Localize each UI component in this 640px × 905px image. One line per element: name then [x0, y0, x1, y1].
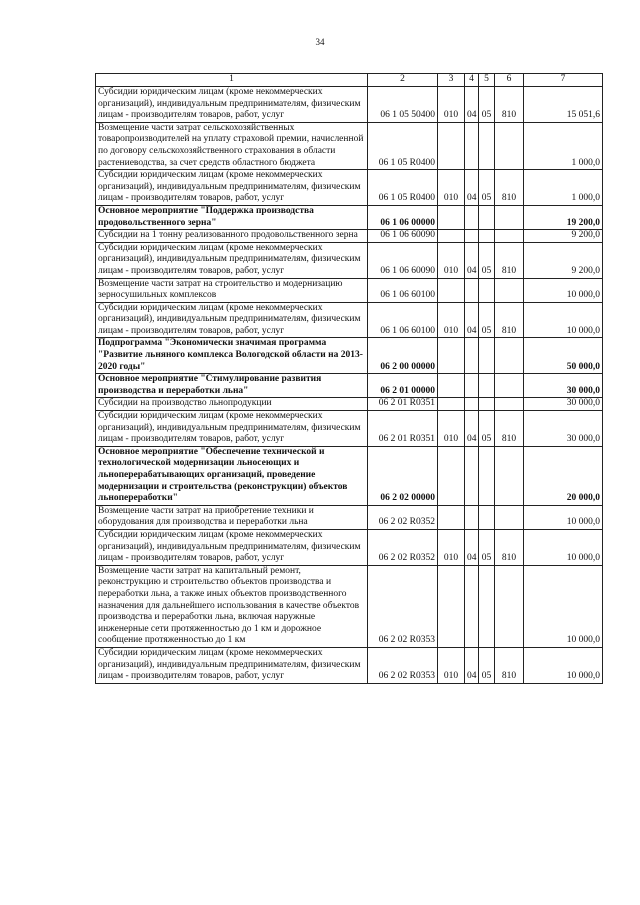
- row-col5-cell: 05: [479, 242, 495, 278]
- header-cell: 3: [438, 74, 465, 87]
- row-col3-cell: [438, 338, 465, 374]
- table-row: [96, 278, 603, 302]
- row-amount-cell: 10 000,0: [524, 647, 603, 683]
- row-amount-cell: 10 000,0: [524, 278, 603, 302]
- row-col5-cell: [479, 338, 495, 374]
- table-row: [96, 446, 603, 505]
- page-number: 34: [315, 37, 325, 47]
- table-row: [96, 565, 603, 647]
- row-col5-cell: 05: [479, 302, 495, 338]
- row-col4-cell: [465, 505, 479, 529]
- row-col3-cell: 010: [438, 647, 465, 683]
- row-col5-cell: 05: [479, 87, 495, 123]
- table-row: [96, 302, 603, 338]
- row-col5-cell: [479, 205, 495, 229]
- row-col6-cell: [495, 565, 524, 647]
- table-row: [96, 647, 603, 683]
- table-row: [96, 242, 603, 278]
- row-col4-cell: 04: [465, 647, 479, 683]
- row-code-cell: 06 2 02 00000: [368, 446, 438, 505]
- header-cell: 1: [96, 74, 368, 87]
- row-col6-cell: 810: [495, 647, 524, 683]
- row-col4-cell: 04: [465, 87, 479, 123]
- row-col4-cell: [465, 374, 479, 398]
- row-col4-cell: 04: [465, 242, 479, 278]
- row-name-cell: Субсидии юридическим лицам (кроме некоммерческих организаций), индивидуальным предпринимателям, физическим лицам - производителям товаров, работ, услуг: [96, 647, 368, 683]
- row-code-cell: 06 2 02 R0352: [368, 529, 438, 565]
- row-amount-cell: 30 000,0: [524, 411, 603, 447]
- row-col3-cell: [438, 122, 465, 169]
- row-amount-cell: 9 200,0: [524, 242, 603, 278]
- row-col6-cell: [495, 446, 524, 505]
- table-header-row: [96, 74, 603, 87]
- row-code-cell: 06 1 05 R0400: [368, 170, 438, 206]
- row-code-cell: 06 2 01 R0351: [368, 411, 438, 447]
- row-col6-cell: [495, 278, 524, 302]
- row-code-cell: 06 1 06 60100: [368, 278, 438, 302]
- table-row: [96, 122, 603, 169]
- row-code-cell: 06 2 00 00000: [368, 338, 438, 374]
- row-col5-cell: [479, 374, 495, 398]
- row-col5-cell: 05: [479, 529, 495, 565]
- table-row: [96, 529, 603, 565]
- row-col6-cell: 810: [495, 170, 524, 206]
- row-name-cell: Основное мероприятие "Обеспечение технической и технологической модернизации льносеющих и льноперерабатывающих организаций, проведение модернизации и строительства (реконструкции) объектов льнопереработки": [96, 446, 368, 505]
- row-col3-cell: [438, 374, 465, 398]
- row-name-cell: Возмещение части затрат на капитальный ремонт, реконструкцию и строительство объектов производства и переработки льна, а также иных объектов производственного назначения для дальнейшего использования в качестве объектов производства и переработки льна, включая наружные инженерные сети протяженностью до 1 км и дорожное сообщение протяженностью до 1 км: [96, 565, 368, 647]
- row-code-cell: 06 2 02 R0353: [368, 565, 438, 647]
- header-cell: 4: [465, 74, 479, 87]
- row-col5-cell: [479, 398, 495, 411]
- row-col6-cell: 810: [495, 242, 524, 278]
- table-row: [96, 411, 603, 447]
- row-col5-cell: 05: [479, 170, 495, 206]
- row-code-cell: 06 1 06 60090: [368, 242, 438, 278]
- row-name-cell: Субсидии юридическим лицам (кроме некоммерческих организаций), индивидуальным предпринимателям, физическим лицам - производителям товаров, работ, услуг: [96, 87, 368, 123]
- row-col3-cell: [438, 565, 465, 647]
- row-col4-cell: [465, 230, 479, 243]
- row-col4-cell: [465, 398, 479, 411]
- row-name-cell: Субсидии на 1 тонну реализованного продовольственного зерна: [96, 230, 368, 243]
- row-col6-cell: [495, 338, 524, 374]
- row-code-cell: 06 2 02 R0352: [368, 505, 438, 529]
- row-col6-cell: [495, 205, 524, 229]
- row-name-cell: Основное мероприятие "Стимулирование развития производства и переработки льна": [96, 374, 368, 398]
- row-amount-cell: 30 000,0: [524, 374, 603, 398]
- table-row: [96, 505, 603, 529]
- row-name-cell: Подпрограмма "Экономически значимая программа "Развитие льняного комплекса Вологодской области на 2013-2020 годы": [96, 338, 368, 374]
- row-col5-cell: [479, 565, 495, 647]
- row-col3-cell: [438, 505, 465, 529]
- row-col4-cell: 04: [465, 411, 479, 447]
- row-col3-cell: [438, 230, 465, 243]
- row-col4-cell: [465, 338, 479, 374]
- row-col3-cell: 010: [438, 529, 465, 565]
- row-name-cell: Субсидии юридическим лицам (кроме некоммерческих организаций), индивидуальным предпринимателям, физическим лицам - производителям товаров, работ, услуг: [96, 242, 368, 278]
- row-col6-cell: 810: [495, 87, 524, 123]
- row-col3-cell: 010: [438, 87, 465, 123]
- row-code-cell: 06 2 02 R0353: [368, 647, 438, 683]
- row-col4-cell: [465, 565, 479, 647]
- row-col6-cell: [495, 505, 524, 529]
- row-col3-cell: 010: [438, 411, 465, 447]
- row-code-cell: 06 1 05 R0400: [368, 122, 438, 169]
- table-row: [96, 170, 603, 206]
- row-code-cell: 06 2 01 R0351: [368, 398, 438, 411]
- header-cell: 2: [368, 74, 438, 87]
- row-code-cell: 06 1 06 00000: [368, 205, 438, 229]
- row-col6-cell: [495, 230, 524, 243]
- row-col5-cell: [479, 505, 495, 529]
- row-amount-cell: 1 000,0: [524, 170, 603, 206]
- row-col5-cell: [479, 446, 495, 505]
- budget-table: [95, 73, 603, 684]
- table-row: [96, 205, 603, 229]
- row-col3-cell: [438, 205, 465, 229]
- row-col6-cell: [495, 374, 524, 398]
- table-row: [96, 398, 603, 411]
- row-col6-cell: 810: [495, 302, 524, 338]
- row-amount-cell: 10 000,0: [524, 505, 603, 529]
- row-col4-cell: 04: [465, 302, 479, 338]
- table-row: [96, 374, 603, 398]
- row-amount-cell: 30 000,0: [524, 398, 603, 411]
- row-col5-cell: [479, 278, 495, 302]
- row-code-cell: 06 1 05 50400: [368, 87, 438, 123]
- row-amount-cell: 15 051,6: [524, 87, 603, 123]
- row-col6-cell: 810: [495, 411, 524, 447]
- row-col4-cell: [465, 446, 479, 505]
- row-col3-cell: [438, 446, 465, 505]
- row-col6-cell: 810: [495, 529, 524, 565]
- row-amount-cell: 1 000,0: [524, 122, 603, 169]
- header-cell: 7: [524, 74, 603, 87]
- row-col5-cell: 05: [479, 647, 495, 683]
- row-amount-cell: 10 000,0: [524, 565, 603, 647]
- row-col4-cell: 04: [465, 529, 479, 565]
- row-name-cell: Основное мероприятие "Поддержка производства продовольственного зерна": [96, 205, 368, 229]
- row-col4-cell: [465, 278, 479, 302]
- row-amount-cell: 10 000,0: [524, 302, 603, 338]
- row-col5-cell: [479, 230, 495, 243]
- row-col4-cell: [465, 205, 479, 229]
- table-row: [96, 87, 603, 123]
- row-col3-cell: 010: [438, 242, 465, 278]
- row-col3-cell: 010: [438, 302, 465, 338]
- row-amount-cell: 50 000,0: [524, 338, 603, 374]
- header-cell: 5: [479, 74, 495, 87]
- row-col6-cell: [495, 122, 524, 169]
- row-col4-cell: [465, 122, 479, 169]
- row-name-cell: Субсидии юридическим лицам (кроме некоммерческих организаций), индивидуальным предпринимателям, физическим лицам - производителям товаров, работ, услуг: [96, 170, 368, 206]
- row-code-cell: 06 1 06 60090: [368, 230, 438, 243]
- row-name-cell: Субсидии юридическим лицам (кроме некоммерческих организаций), индивидуальным предпринимателям, физическим лицам - производителям товаров, работ, услуг: [96, 411, 368, 447]
- row-name-cell: Возмещение части затрат на приобретение техники и оборудования для производства и переработки льна: [96, 505, 368, 529]
- row-name-cell: Субсидии юридическим лицам (кроме некоммерческих организаций), индивидуальным предпринимателям, физическим лицам - производителям товаров, работ, услуг: [96, 529, 368, 565]
- row-col3-cell: [438, 278, 465, 302]
- table-row: [96, 230, 603, 243]
- row-name-cell: Возмещение части затрат сельскохозяйственных товаропроизводителей на уплату страховой премии, начисленной по договору сельскохозяйственного страхования в области растениеводства, за счет средств областного бюджета: [96, 122, 368, 169]
- row-code-cell: 06 1 06 60100: [368, 302, 438, 338]
- row-amount-cell: 9 200,0: [524, 230, 603, 243]
- row-col3-cell: 010: [438, 170, 465, 206]
- row-name-cell: Возмещение части затрат на строительство и модернизацию зерносушильных комплексов: [96, 278, 368, 302]
- row-col3-cell: [438, 398, 465, 411]
- row-amount-cell: 19 200,0: [524, 205, 603, 229]
- row-col4-cell: 04: [465, 170, 479, 206]
- header-cell: 6: [495, 74, 524, 87]
- row-name-cell: Субсидии на производство льнопродукции: [96, 398, 368, 411]
- row-col6-cell: [495, 398, 524, 411]
- row-amount-cell: 10 000,0: [524, 529, 603, 565]
- table-row: [96, 338, 603, 374]
- row-code-cell: 06 2 01 00000: [368, 374, 438, 398]
- row-amount-cell: 20 000,0: [524, 446, 603, 505]
- row-col5-cell: 05: [479, 411, 495, 447]
- row-col5-cell: [479, 122, 495, 169]
- row-name-cell: Субсидии юридическим лицам (кроме некоммерческих организаций), индивидуальным предпринимателям, физическим лицам - производителям товаров, работ, услуг: [96, 302, 368, 338]
